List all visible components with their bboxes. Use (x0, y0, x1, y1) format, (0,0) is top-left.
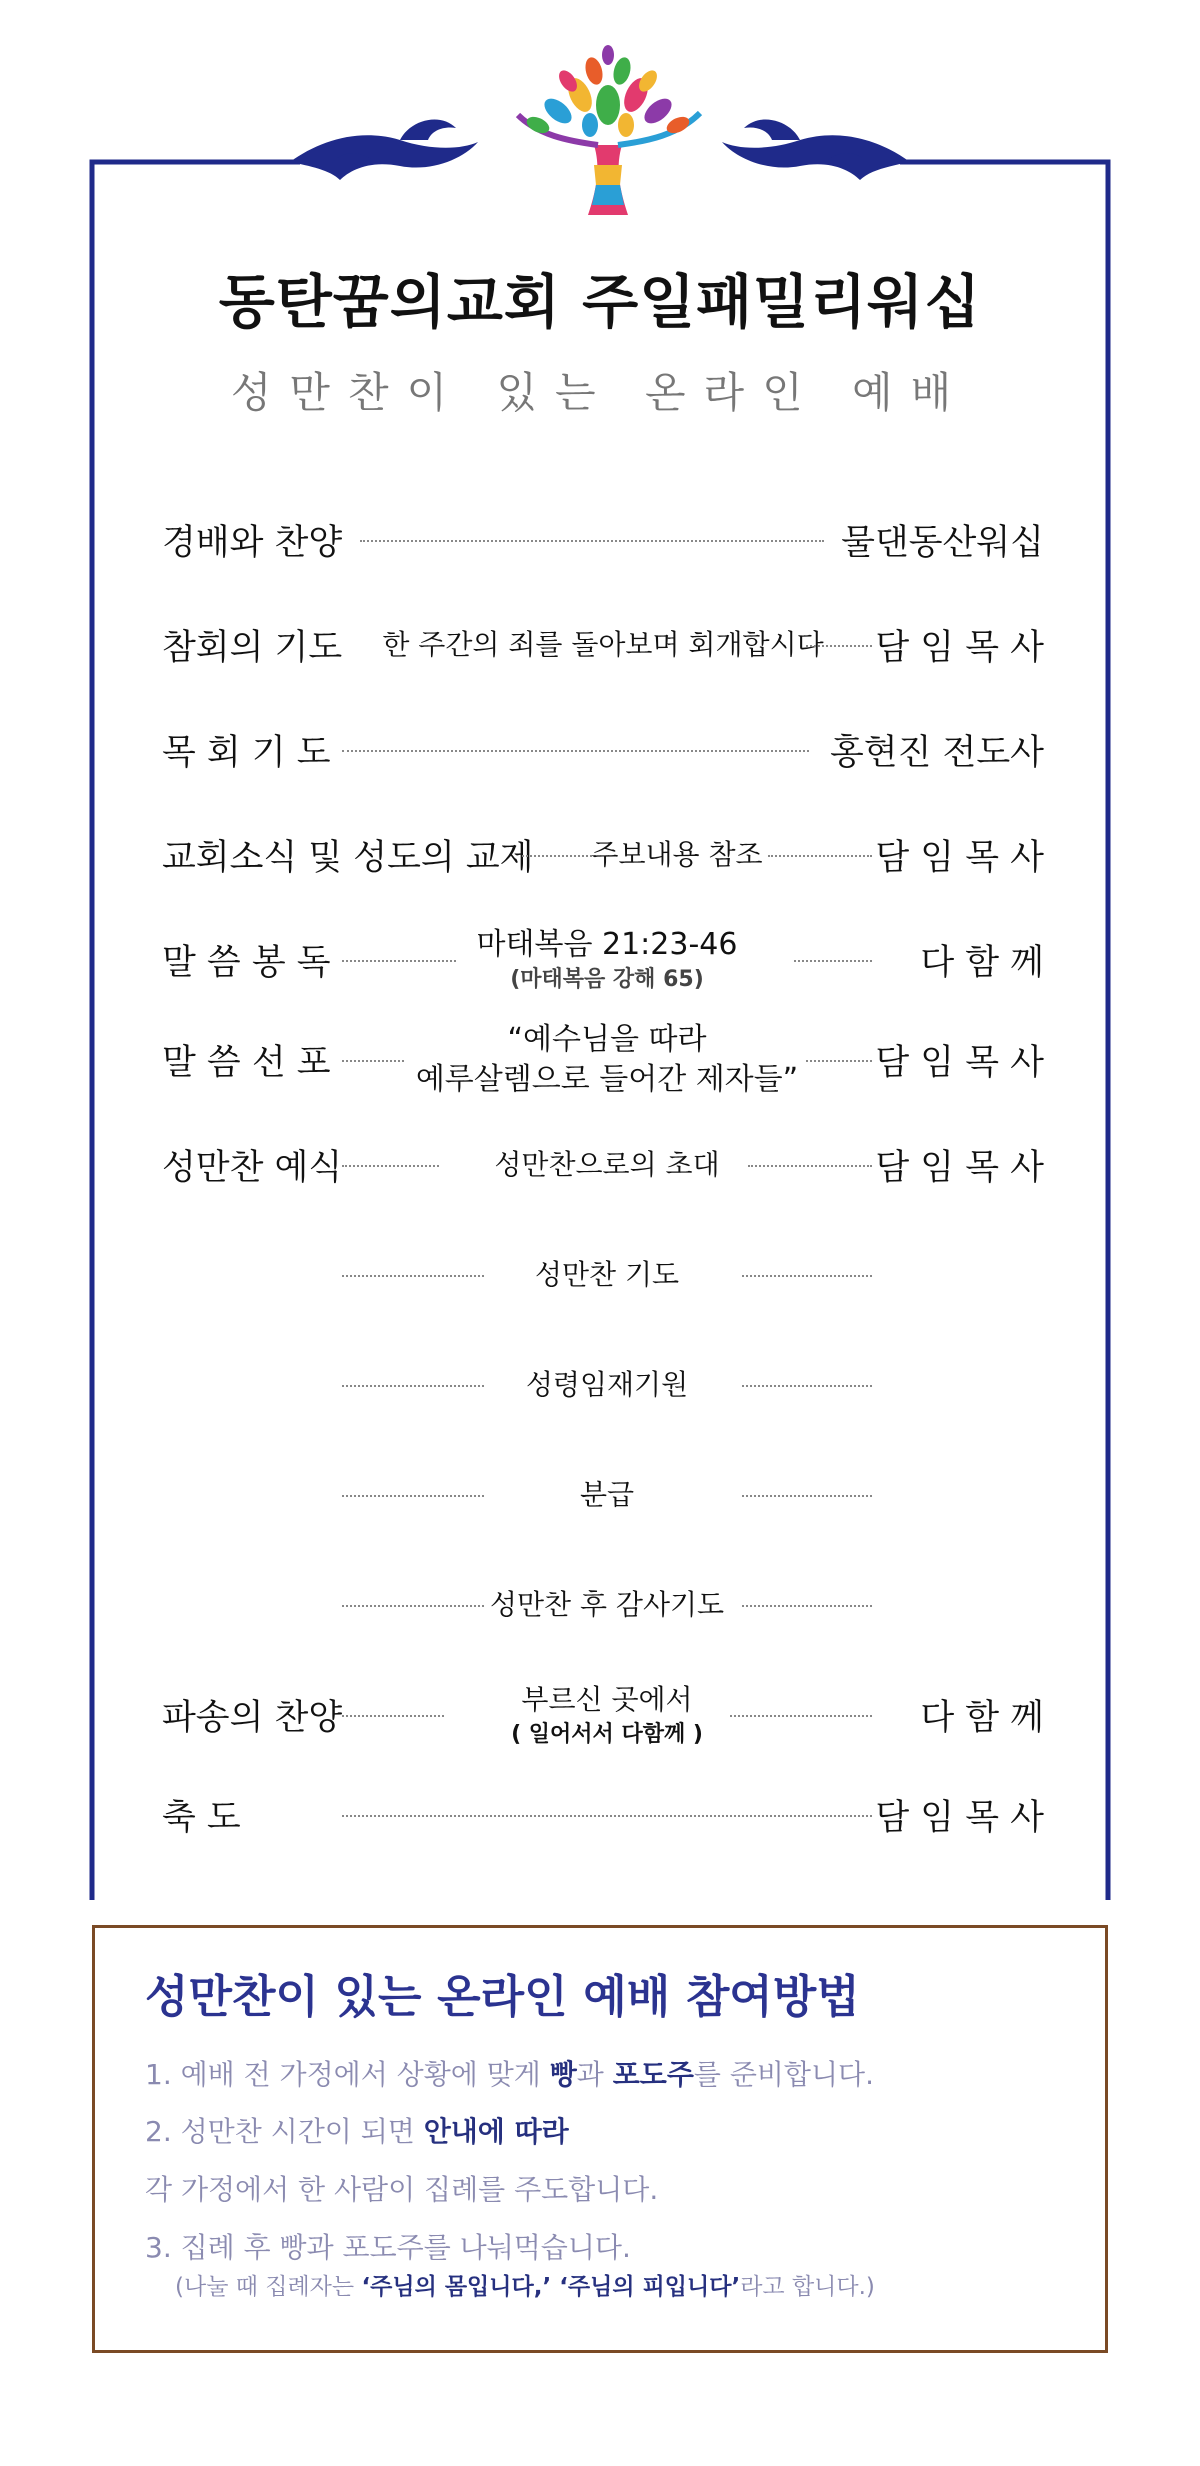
dotted-leader (748, 1165, 872, 1167)
dotted-leader (342, 1715, 444, 1717)
order-item: 경배와 찬양 (162, 523, 343, 563)
order-row-pastoral-prayer (162, 710, 1044, 790)
order-detail: 주보내용 참조 (591, 838, 763, 871)
instruction-step-2: 2. 성만찬 시간이 되면 안내에 따라 (145, 2115, 569, 2148)
order-row-distribution (162, 1455, 1044, 1535)
order-row-scripture-reading (162, 915, 1044, 1005)
order-row-thanksgiving (162, 1565, 1044, 1645)
dotted-leader (806, 645, 872, 647)
dotted-leader (360, 540, 824, 542)
order-row-communion (162, 1125, 1044, 1205)
dotted-leader (794, 960, 872, 962)
order-item: 참회의 기도 (162, 628, 343, 668)
left-flourish (290, 119, 478, 180)
order-row-sermon (162, 1010, 1044, 1110)
instruction-step-1: 1. 예배 전 가정에서 상황에 맞게 빵과 포도주를 준비합니다. (145, 2058, 874, 2091)
order-detail: 한 주간의 죄를 돌아보며 회개합시다 (382, 628, 824, 661)
dotted-leader (742, 1495, 872, 1497)
order-item: 파송의 찬양 (162, 1698, 343, 1738)
dotted-leader (730, 1715, 872, 1717)
order-leader: 다 함 께 (920, 1698, 1044, 1738)
order-leader: 담 임 목 사 (875, 628, 1044, 668)
order-leader: 담 임 목 사 (875, 1798, 1044, 1838)
right-flourish (722, 119, 910, 180)
order-detail: 마태복음 21:23-46 (마태복음 강해 65) (476, 927, 738, 992)
order-row-communion-prayer (162, 1235, 1044, 1315)
page-title: 동탄꿈의교회 주일패밀리워십 (218, 268, 982, 336)
dotted-leader (342, 1385, 484, 1387)
order-leader: 담 임 목 사 (875, 838, 1044, 878)
order-leader: 담 임 목 사 (875, 1043, 1044, 1083)
instruction-step-3: 3. 집례 후 빵과 포도주를 나눠먹습니다. (145, 2231, 631, 2264)
order-item: 목 회 기 도 (162, 733, 331, 773)
order-item: 축 도 (162, 1798, 241, 1838)
order-detail: “예수님을 따라 예루살렘으로 들어간 제자들” (415, 1022, 799, 1097)
page-subtitle: 성만찬이 있는 온라인 예배 (230, 368, 970, 417)
instructions-box (92, 1925, 1108, 2353)
order-row-epiclesis (162, 1345, 1044, 1425)
dotted-leader (806, 1060, 872, 1062)
dotted-leader (342, 1275, 484, 1277)
instruction-note: (나눌 때 집례자는 ‘주님의 몸입니다,’ ‘주님의 피입니다’라고 합니다.) (175, 2274, 875, 2300)
dotted-leader (342, 1060, 404, 1062)
order-row-worship-praise (162, 500, 1044, 580)
order-row-church-news (162, 815, 1044, 895)
order-leader: 담 임 목 사 (875, 1148, 1044, 1188)
instructions-title: 성만찬이 있는 온라인 예배 참여방법 (145, 1970, 860, 2023)
dotted-leader (522, 855, 596, 857)
order-detail: 성만찬 후 감사기도 (489, 1588, 725, 1621)
dotted-leader (342, 960, 456, 962)
order-detail: 성만찬 기도 (534, 1258, 680, 1291)
dotted-leader (768, 855, 872, 857)
order-leader: 물댄동산워십 (841, 523, 1044, 563)
order-detail: 부르신 곳에서 ( 일어서서 다함께 ) (511, 1683, 703, 1747)
order-detail: 성만찬으로의 초대 (494, 1148, 720, 1181)
order-detail: 성령임재기원 (525, 1368, 689, 1401)
dotted-leader (742, 1385, 872, 1387)
order-item: 성만찬 예식 (162, 1148, 343, 1188)
order-row-benediction (162, 1775, 1044, 1855)
dotted-leader (342, 1165, 439, 1167)
dotted-leader (342, 1495, 484, 1497)
order-item: 말 씀 봉 독 (162, 943, 331, 983)
order-detail: 분급 (579, 1478, 635, 1511)
dotted-leader (742, 1275, 872, 1277)
dotted-leader (342, 1815, 872, 1817)
dotted-leader (342, 750, 809, 752)
dotted-leader (342, 1605, 484, 1607)
dotted-leader (742, 1605, 872, 1607)
order-item: 교회소식 및 성도의 교제 (162, 838, 534, 878)
order-item: 말 씀 선 포 (162, 1043, 331, 1083)
order-row-sending-hymn (162, 1670, 1044, 1760)
order-row-confession (162, 605, 1044, 685)
order-leader: 다 함 께 (920, 943, 1044, 983)
tree-logo-icon (508, 45, 708, 215)
instruction-step-2-cont: 각 가정에서 한 사람이 집례를 주도합니다. (145, 2173, 659, 2206)
order-leader: 홍현진 전도사 (830, 733, 1044, 773)
